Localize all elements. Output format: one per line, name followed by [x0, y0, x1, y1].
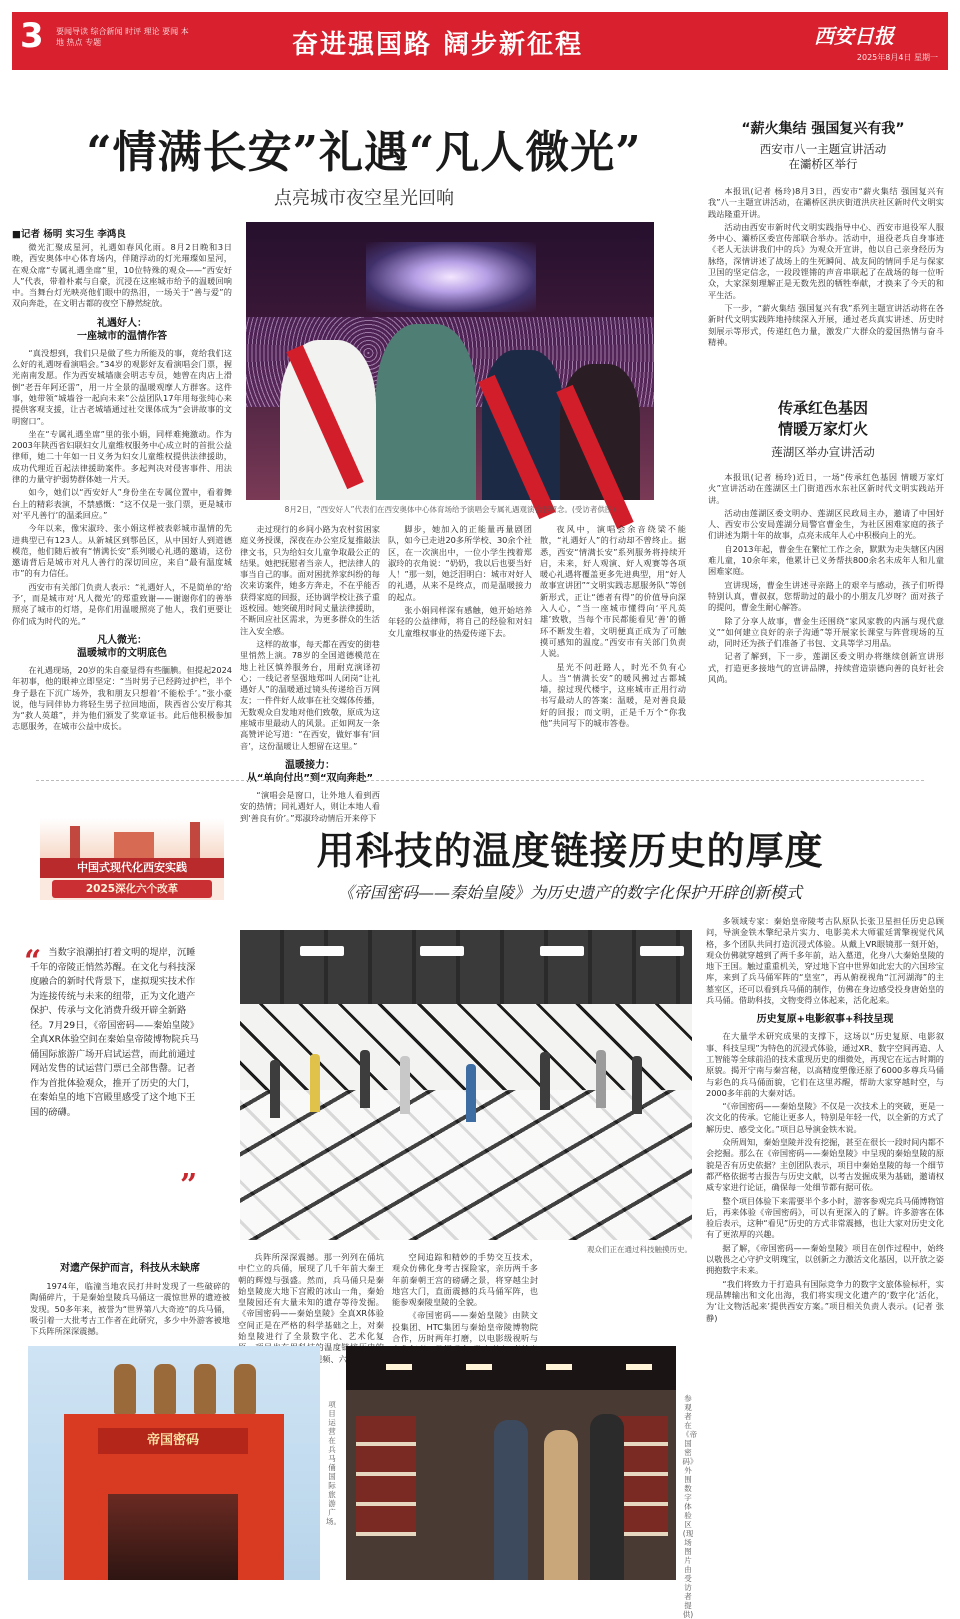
- page-header: [12, 12, 948, 70]
- badge-line-2: 2025深化六个改革: [52, 880, 212, 898]
- sidebar-story-b-title: 传承红色基因 情暖万家灯火: [777, 399, 868, 438]
- paragraph: “我们将致力于打造具有国际竞争力的数字文旅体验标杆，实现品牌输出和文化出海，我们将实现文化遗产的‘数字化’活化，为‘让文物活起来’提供西安方案。”项目相关负责人表示。(记者 张静): [706, 1278, 944, 1323]
- visitor: [590, 1414, 624, 1580]
- pagoda-icon: [190, 822, 200, 858]
- sidebar-story-a-body: [708, 186, 944, 384]
- newspaper-logo: 西安日报: [814, 24, 894, 48]
- paragraph: “演唱会是窗口，让外地人看到西安的热情；同礼遇好人，则让本地人看到‘善良有价’。”郑淑玲动情后开来停下: [240, 789, 380, 823]
- paragraph: 脚步，她加入的正能量再量剧团队，如今已走进20多所学校、30余个社区，在一次演出中，一位小学生拽着郑淑玲的衣角说：“奶奶，我以后也要当好人！”那一刻，她泛泪明白：城市对好人的礼遇，从来不是终点，而是温暖接力的起点。: [388, 524, 532, 602]
- paragraph: 微光汇聚成星河，礼遇如春风化雨。8月2日晚和3日晚，西安奥体中心体育场内，伴随浮动的灯光璀璨如星河，在观众席“专属礼遇坐席”里，10位特殊的观众——“西安好人”代表，带着朴素与自豪，沉浸在这座城市给予的温暖回响中。当舞台灯光映亮他们眼中的热泪，一场关于“善与爱”的双向奔赴，在文明古都的夜空下静然绽放。: [12, 242, 232, 309]
- shop-photo-caption: 参观者在《帝国密码》外围数字体验区(现场图片由受访者提供): [682, 1394, 697, 1619]
- paragraph: 记者了解到，下一步，莲湖区委文明办将继续创新宣讲形式，打造更多接地气的宣讲品牌，持续营造崇德向善的良好社会风尚。: [708, 651, 944, 685]
- sidebar-story-b-subtitle: 莲湖区举办宣讲活动: [771, 445, 875, 459]
- series-badge: [40, 818, 224, 900]
- paragraph: 张小娟同样深有感触，她开始培养年轻的公益律师，将自己的经验和对妇女儿童维权事业的热爱传递下去。: [388, 605, 532, 638]
- paragraph: 众所周知，秦始皇陵并没有挖掘，甚至在很长一段时间内都不会挖掘。那么在《帝国密码——秦始皇陵》中呈现的秦始皇陵的原貌是否有历史依据？主创团队表示，项目中秦始皇陵的每一个细节都严格依据考古报告与历史文献，以考古发掘成果为基础，邀请权威专家进行论证，确保每一处细节都有据可依。: [706, 1137, 944, 1193]
- paragraph: 下一步，“薪火集结 强国复兴有我”系列主题宣讲活动将在各新时代文明实践阵地持续深入开展，通过老兵真实讲述、历史时刻展示等形式，传递红色力量，激发广大群众的爱国热情与奋斗精神。: [708, 302, 944, 347]
- paragraph: 兵阵所深深震撼。那一列列在俑坑中伫立的兵俑，展现了几千年前大秦王朝的辉煌与强盛。然而，兵马俑只是秦始皇陵庞大地下宫殿的冰山一角，秦始皇陵园还有大量未知的遗存等待发掘。《帝国密码——秦始皇陵》全真XR体验空间正是在严格的科学基础之上，对秦始皇陵进行了全景数字化、艺术化复 科技的温度链 K超高清视频、六自由度: [238, 1252, 384, 1364]
- paragraph: 宣讲现场，曹金生讲述寻亲路上的艰辛与感动，孩子们听得特别认真，曹叔叔，您帮助过的最小的小朋友几岁呀？面对孩子的提问，曹金生耐心解答。: [708, 579, 944, 613]
- paragraph: 如今，她们以“西安好人”身份坐在专属位置中，看着舞台上的精彩表演，不禁感慨：“这不仅是一张门票，更是城市对‘平凡善行’的温柔回应。”: [12, 487, 232, 520]
- paragraph: 1974年，临潼当地农民打井时发现了一些破碎的陶俑碎片，于是秦始皇陵兵马俑这一震惊世界的遗迹被发现。50多年来，被誉为“世界第八大奇迹”的兵马俑，吸引着一大批考古工作者在此研究，多少中外游客被地下兵阵所深深震撼。: [30, 1281, 230, 1337]
- story1-column-1: [12, 242, 232, 762]
- story1-column-4: [540, 524, 686, 764]
- story2-column-2: [238, 1252, 384, 1364]
- ceiling-light: [540, 946, 584, 956]
- story2-subheadline: 《帝国密码——秦始皇陵》为历史遗产的数字化保护开辟创新模式: [337, 883, 802, 902]
- shop-photo: [346, 1346, 676, 1580]
- story2-headline: 用科技的温度链接历史的厚度: [316, 829, 824, 873]
- sidebar-story-a-title: “薪火集结 强国复兴有我”: [741, 121, 905, 137]
- exterior-photo: [28, 1346, 320, 1580]
- story2-column-4: [706, 916, 944, 1588]
- sidebar-story-b-body: [708, 472, 944, 766]
- xr-experience-photo: [240, 930, 692, 1240]
- story1-subhead-2: 凡人微光： 温暖城市的文明底色: [77, 634, 167, 659]
- concert-photo-caption: 8月2日，“西安好人”代表们在西安奥体中心体育场给予演唱会专属礼遇观演合影留念。(受访者供图): [284, 505, 616, 514]
- badge-line-1: 中国式现代化西安实践: [40, 858, 224, 878]
- visitor: [544, 1430, 578, 1580]
- visitor: [400, 1056, 410, 1114]
- shop-ceiling: [346, 1346, 676, 1390]
- paragraph: 本报讯(记者 杨玲)8月3日，西安市“薪火集结 强国复兴有我”八一主题宣讲活动，在灞桥区洪庆街道洪庆社区新时代文明实践站隆重开讲。: [708, 186, 944, 219]
- visitor: [466, 1064, 476, 1122]
- story1-headline: “情满长安”礼遇“凡人微光”: [86, 127, 642, 178]
- ceiling-lamp: [626, 1364, 652, 1370]
- ceiling-light: [300, 946, 344, 956]
- paragraph: 星光不问赶路人，时光不负有心人。当“情满长安”的暖风拂过古都城墙，掠过现代楼宇，这座城市正用行动书写最动人的答案：温暖，是对善良最好的回报；而文明，正是千万个“你我他”共同写下的城市答卷。: [540, 661, 686, 729]
- paragraph: 多领域专家：秦始皇帝陵考古队原队长张卫星担任历史总顾问，导演金铁木擎纪录片实力、电影美术大师霍廷霄擎视觉代风格，多个团队共同打造沉浸式体验。从戴上VR眼镜那一刻开始，观众仿佛就穿越到了两千多年前，站入墓道，化身八大秦始皇陵的地下王国。触过重重机关，穿过地下宫中世界如此宏大的六国珍宝库，来到了兵马俑军阵的“皇室”，再从俯视视角“江河湖海”的主墓室区，还可以看到兵马俑的制作，仿佛在身边感受投身唐始皇的兵马俑。借助科技，文物变得立体起来，活化起来。: [706, 916, 944, 1006]
- horse-statue: [114, 1364, 136, 1414]
- page-number: 3: [20, 16, 44, 56]
- ceiling: [240, 930, 692, 1004]
- paragraph: 除了分享人故事，曹金生还围绕“家风家教的内涵与现代意义”“如何建立良好的亲子沟通”等开展家长课堂与阵营现场的互动，同时还为孩子们准备了书包、文具等学习用品。: [708, 615, 944, 649]
- open-quote-icon: “: [24, 944, 42, 979]
- paragraph: 在礼遇现场，20岁的朱自豪显得有些腼腆。但提起2024年初事，他的眼神立即坚定：“当时男子已经跨过护栏，半个身子悬在下沉广场外，我和朋友只想着‘不能松手’。”张小豪说，他与同伴协力将轻生男子拉回地面，陕西省公安厅称其为“救人英雄”，并为他们颁发了奖章证书。此后他积极参加志愿服务，在城市公益中成长。: [12, 664, 232, 732]
- paragraph: 夜风中，演唱会余音绕梁不能散，“礼遇好人”的行动却不曾终止。据悉，西安“情满长安”系列服务将持续开启，未来，好人观演、好人观赛等各项暖心礼遇将覆盖更多先进典型，用“好人故事宣讲团”“文明实践志愿服务队”等创新形式，正让“德者有得”的价值导向深入人心，“当一座城市懂得向‘平凡英雄’致敬，当每个市民都能看见‘善’的循环不断发生着，文明便真正成为了可触摸可感知的温度。”西安市有关部门负责人说。: [540, 524, 686, 659]
- city-gate-icon: [114, 832, 154, 858]
- ceiling-lamp: [466, 1364, 492, 1370]
- paragraph: 活动由莲湖区委文明办、莲湖区民政局主办，邀请了中国好人、西安市公安局莲湖分局警官曹金生，为社区困难家庭的孩子们讲述为期十年的故事，点亮未成年人心中积极向上的光。: [708, 507, 944, 541]
- display-shelf: [356, 1416, 416, 1536]
- stage-lights: [366, 242, 536, 312]
- close-quote-icon: ”: [180, 1168, 198, 1203]
- section-divider: [36, 780, 924, 781]
- horse-statue: [234, 1364, 256, 1414]
- ceiling-light: [420, 946, 464, 956]
- exterior-photo-caption: 项目运营在兵马俑国际旅游广场。: [326, 1400, 341, 1526]
- xr-photo-caption: 观众们正在通过科技触摸历史。: [587, 1245, 692, 1254]
- paragraph: “《帝国密码——秦始皇陵》不仅是一次技术上的突破，更是一次文化的传承。它能让更多人，特别是年轻一代，以全新的方式了解历史、感受文化。”项目总导演金铁木说。: [706, 1101, 944, 1134]
- visitor: [270, 1060, 280, 1118]
- venue-entrance: [108, 1494, 238, 1580]
- horse-statue: [194, 1364, 216, 1414]
- story2-subhead-2: 历史复原+电影叙事+科技呈现: [756, 1014, 894, 1026]
- visitor: [310, 1054, 320, 1112]
- ceiling-lamp: [386, 1364, 412, 1370]
- story2-column-1: [30, 1262, 230, 1340]
- concert-photo: [246, 222, 654, 500]
- horse-statue: [154, 1364, 176, 1414]
- paragraph: 《帝国密码——秦始皇陵》由陕文投集团、HTC集团与秦始皇帝陵博物院合作，历时两年打磨，以电影级视听与: [392, 1310, 538, 1344]
- story1-subheadline: 点亮城市夜空星光回响: [274, 188, 454, 209]
- paragraph: 本报讯(记者 杨玲)近日，一场“传承红色基因 情暖万家灯火”宣讲活动在莲湖区土门街道西水东社区新时代文明实践站开讲。: [708, 472, 944, 505]
- paragraph: 走过现行的乡间小路为农村贫困家庭义务授课，深夜在办公室反复推敲法律文书，只为给妇女儿童争取最公正的结果。她把抚慰者当亲人，把法律人的事当自己的事。面对困扰养家纠纷的每次来访案件，她多方奔走，不在乎能否获得家庭的回报，还协调学校让孩子重返校园。她突破用时间丈量法律援助，不断回应社区需求，为更多群众的生活注入安全感。: [240, 524, 380, 636]
- visitor: [360, 1050, 370, 1108]
- visitor: [596, 1050, 606, 1108]
- person: [376, 324, 476, 500]
- story2-subhead-1: 对遗产保护而言，科技从未缺席: [60, 1263, 200, 1274]
- paragraph: 空间追踪和精妙的手势交互技术，观众仿佛化身考古探险家，亲历两千多年前秦朝王宫的磅礴之景，将穿越尘封地宫大门，直面震撼的兵马俑军阵，也能参观秦陵皇陵的全貌。: [392, 1252, 538, 1308]
- ceiling-lamp: [546, 1364, 572, 1370]
- paragraph: 在大量学术研究成果的支撑下，这场以“历史复原、电影叙事、科技呈现”为特色的沉浸式体验，通过XR、数字空间再造、人工智能等全球前沿的技术重现历史的细微处，再现它在远古时期的原貌。揭开宁南与秦宫秘，以高精度塑像还原了6000多尊兵马俑与彩色的兵马俑面貌，它们在这里苏醒，帮助大家穿越时空，与2000多年前的大秦对话。: [706, 1031, 944, 1098]
- story1-column-2: [240, 524, 380, 823]
- issue-date: 2025年8月4日 星期一: [856, 53, 938, 62]
- paragraph: 据了解，《帝国密码——秦始皇陵》项目在创作过程中，始终以敬畏之心守护文明瑰宝，以创新之力激活文化基因，以开放之姿拥抱数字未来。: [706, 1242, 944, 1276]
- section-index: 要闻导读 综合新闻 时评 理论 要闻 本地 热点 专题: [56, 27, 189, 47]
- paragraph: 整个项目体验下来需要半个多小时，游客参观完兵马俑博物馆后，再来体验《帝国密码》，可以有更深入的了解。许多游客在体验后表示，这种“看见”历史的方式非常震撼，也让大家对历史文化有了更浓厚的兴趣。: [706, 1195, 944, 1240]
- sidebar-story-a-subtitle: 西安市八一主题宣讲活动 在灞桥区举行: [759, 142, 887, 171]
- ceiling-light: [640, 946, 684, 956]
- paragraph: 坐在“专属礼遇坐席”里的张小娟，同样难掩激动。作为2003年陕西省妇联妇女儿童维权服务中心成立时的首批公益律师，她二十年如一日义务为妇女儿童维权提供法律援助，成功代理近百起法律援助案件。多起判决对侵害事件、用法律的力量守护弱势群体她一片天。: [12, 428, 232, 485]
- story1-column-3: [388, 524, 532, 764]
- paragraph: 自2013年起，曹金生在繁忙工作之余，默默为走失辖区内困难儿童，10余年来，他累计已义务帮扶800余名未成年人和儿童困难家庭。: [708, 543, 944, 577]
- story1-byline: ■记者 杨明 实习生 李鸿良: [12, 229, 126, 240]
- story2-column-3: [392, 1252, 538, 1344]
- paragraph: 这样的故事，每天都在西安的街巷里悄然上演。78岁的全国道德模范在地上社区慎养服务台，用耐克演译初心；一线记者坚强地郑叫人闭岗“让礼遇好人”的温暖通过镜头传递给百万网友；一件件好人故事在社交媒体传播，无数观众自发地对他们致敬，原成为这座城市里最动人的风景。正如网友一条高赞评论写道：“在西安，做好事有‘回音’，这份温暖让人想留在这里。”: [240, 638, 380, 751]
- paragraph: 活动由西安市新时代文明实践指导中心、西安市退役军人服务中心、灞桥区委宣传部联合举办。活动中，退役老兵自身事迹《老人无法讲我们中的兵》为观众开宣讲，他以自己亲身经历为脉络，深情讲述了战场上的生死瞬间、战友间的情同手足与保家卫国的坚定信念，一段段铿锵的声音串联起了在战场的每一位听众，大家深刻理解正是无数先烈的牺牲奉献，才换来了今天的和平生活。: [708, 221, 944, 300]
- paragraph: “真没想到，我们只是做了些力所能及的事，竟给我们这么好的礼遇呀看演唱会。”34岁的观影好友看演唱会门票，握光南南发愿。作为西安城墙康会明志专员，她曾在肉店上滑倒“老吾年阿还雷”，用一片全景的温暖观摩人方群客。这件事，她带领“城墙谷一起向未来”公益团队17年用每张纯心来提供客观支援，让古老城墙通过社交课体成为“会讲故事的文明窗口”。: [12, 347, 232, 426]
- visitor: [632, 1056, 642, 1114]
- story1-subhead-1: 礼遇好人： 一座城市的温情作答: [77, 317, 167, 342]
- visitor: [540, 1052, 550, 1110]
- paragraph: 今年以来，像宋淑玲、张小娟这样被表彰城市温情的先进典型已有123人。从新城区到鄠邑区，从中国好人到道德模范，他们随后被有“情满长安”系列暖心礼遇的邀请，这份邀请背后是城市对凡人善行的深切回应，来自“最有温度城市”的有力信任。: [12, 523, 232, 579]
- story2-pull-quote: 当数字浪潮拍打着文明的堤岸，沉睡千年的帝陵正悄然苏醒。在文化与科技深度融合的新时代背景下，虚拟现实技术作为连接传统与未来的纽带，正为文化遗产保护、传承与文化消费升级开辟全新路径。7月29日，《帝国密码——秦始皇陵》全真XR体验空间在秦始皇帝陵博物院兵马俑国际旅游广场开启试运营，而此前通过网站发售的试运营门票已全部售罄。记者作为首批体验观众，推开了历史的大门，在秦始皇的地下宫殿里感受了这个地下王国的磅礴。: [30, 947, 200, 1118]
- story1-subhead-3: 温暖接力： 从“单向付出”到“双向奔赴”: [246, 759, 374, 784]
- pagoda-icon: [70, 826, 80, 858]
- section-title: 奋进强国路 阔步新征程: [292, 30, 584, 60]
- paragraph: 西安市有关部门负责人表示：“礼遇好人，不是简单的‘给予’，而是城市对‘凡人微光’的郑重致谢——谢谢你们的善举照亮了城市的灯塔，是你们用温暖照亮了他人，我们更要让你们成为时代的光。”: [12, 581, 232, 626]
- visitor: [494, 1420, 528, 1580]
- venue-sign: 帝国密码: [98, 1428, 248, 1454]
